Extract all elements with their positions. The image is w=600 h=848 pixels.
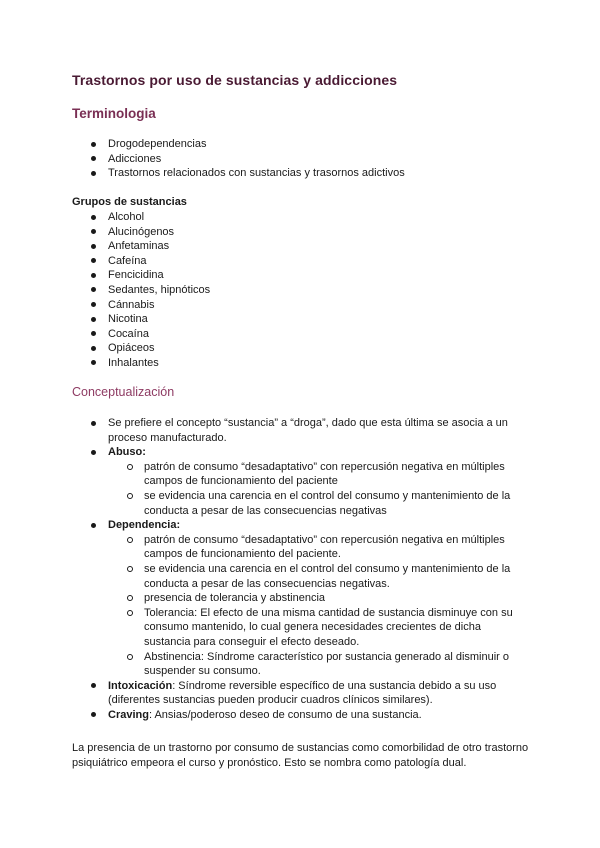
terminology-list [90,137,520,181]
list-item: Cocaína [90,327,520,342]
list-item: Anfetaminas [90,239,520,254]
sublist-item: presencia de tolerancia y abstinencia [126,591,520,606]
list-item: Sedantes, hipnóticos [90,283,520,298]
list-item: Cafeína [90,254,520,269]
conceptualization-heading: Conceptualización [72,385,175,399]
sublist-item: Tolerancia: El efecto de una misma cantidad de sustancia disminuye con su consumo mantenido, lo cual genera necesidades crecientes de dicha sustancia para conseguir el efecto deseado. [126,606,520,650]
dependence-item [90,518,520,679]
list-item: Alcohol [90,210,520,225]
terminology-heading: Terminologia [72,106,156,121]
intoxication-text: : Síndrome reversible específico de una sustancia debido a su uso (diferentes sustancias pueden producir cuadros clínicos similares). [108,679,497,707]
dependence-label: Dependencia: [108,519,181,532]
list-item: Cánnabis [90,298,520,313]
list-item: Inhalantes [90,356,520,371]
craving-text: : Ansias/poderoso deseo de consumo de una sustancia. [148,708,422,721]
dependence-sublist [108,533,520,679]
list-item: Alucinógenos [90,225,520,240]
intoxication-item [90,679,520,708]
groups-list [90,210,520,371]
closing-paragraph: La presencia de un trastorno por consumo de sustancias como comorbilidad de otro trastorno psiquiátrico empeora el curso y pronóstico. Esto se nombra como patología dual. [72,742,529,769]
groups-heading: Grupos de sustancias [72,196,187,208]
list-item: Fencicidina [90,268,520,283]
document-title: Trastornos por uso de sustancias y addicciones [72,72,398,88]
intoxication-label: Intoxicación [108,679,173,692]
list-item: Trastornos relacionados con sustancias y trasornos adictivos [90,166,520,181]
sublist-item: se evidencia una carencia en el control del consumo y mantenimiento de la conducta a pesar de las consecuencias negativas [126,489,520,518]
craving-item [90,708,520,723]
abuse-label: Abuso: [108,446,146,459]
list-item: Drogodependencias [90,137,520,152]
sublist-item: se evidencia una carencia en el control del consumo y mantenimiento de la conducta a pesar de las consecuencias negativas. [126,562,520,591]
sublist-item: patrón de consumo “desadaptativo” con repercusión negativa en múltiples campos de funcionamiento del paciente. [126,533,520,562]
abuse-item [90,445,520,518]
list-item: Adicciones [90,152,520,167]
conceptualization-list [90,416,520,722]
list-item: Opiáceos [90,341,520,356]
sublist-item: patrón de consumo “desadaptativo” con repercusión negativa en múltiples campos de funcionamiento del paciente [126,460,520,489]
abuse-sublist [108,460,520,518]
craving-label: Craving [108,708,149,721]
list-item: Nicotina [90,312,520,327]
list-item: Se prefiere el concepto “sustancia” a “droga”, dado que esta última se asocia a un proceso manufacturado. [90,416,520,445]
sublist-item: Abstinencia: Síndrome característico por sustancia generado al disminuir o suspender su consumo. [126,650,520,679]
